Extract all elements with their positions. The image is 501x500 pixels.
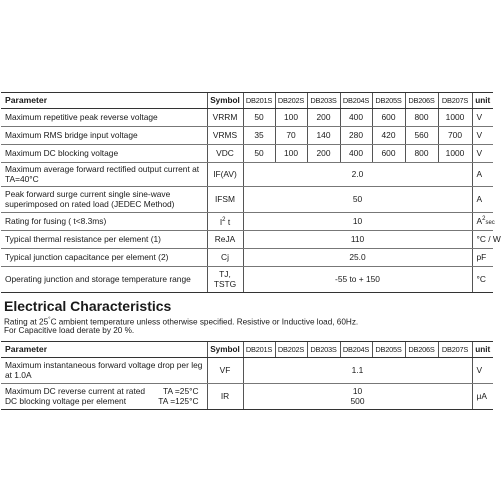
row-tj	[1, 267, 493, 293]
unit-cell: A	[472, 163, 493, 187]
symbol-line1: TJ,	[219, 269, 231, 279]
unit-cell: μA	[472, 384, 493, 410]
param-cell: Operating junction and storage temperature range	[1, 267, 207, 293]
unit-cell: V	[472, 109, 493, 127]
section-title: Electrical Characteristics	[4, 298, 172, 314]
symbol-cell: VRRM	[207, 109, 243, 127]
symbol-cell: VF	[207, 358, 243, 384]
value-cell: 70	[275, 127, 307, 145]
note-capacitive: For Capacitive load derate by 20 %.	[4, 326, 135, 335]
header-row	[1, 342, 493, 358]
unit-cell: V	[472, 358, 493, 384]
header-model: DB207S	[438, 342, 472, 358]
symbol-cell	[207, 213, 243, 231]
header-parameter: Parameter	[1, 93, 207, 109]
symbol-tail: t	[227, 216, 231, 227]
row-reja	[1, 231, 493, 249]
header-parameter: Parameter	[1, 342, 207, 358]
unit-cell: A	[472, 187, 493, 213]
value-cell: -55 to + 150	[243, 267, 472, 293]
row-ifav	[1, 163, 493, 187]
value-cell: 50	[243, 187, 472, 213]
row-i2t	[1, 213, 493, 231]
header-model: DB205S	[372, 93, 405, 109]
unit-cell	[472, 213, 493, 231]
param-cell: Rating for fusing ( t<8.3ms)	[1, 213, 207, 231]
header-unit: unit	[472, 93, 493, 109]
row-cj	[1, 249, 493, 267]
value-cell: 200	[307, 145, 340, 163]
header-model: DB203S	[307, 93, 340, 109]
symbol-cell: IR	[207, 384, 243, 410]
param-line1: Maximum DC reverse current at rated	[5, 386, 146, 396]
value-cell	[243, 384, 472, 410]
value-cell: 10	[243, 213, 472, 231]
unit-cell: pF	[472, 249, 493, 267]
note-rating-degree: °	[48, 317, 51, 323]
value-cell: 600	[372, 145, 405, 163]
value-cell: 420	[372, 127, 405, 145]
header-unit: unit	[472, 342, 493, 358]
param-cell: Peak forward surge current single sine-wave superimposed on rated load (JEDEC Method)	[1, 187, 207, 213]
unit-tail: sec	[485, 219, 495, 226]
value-cell: 100	[275, 109, 307, 127]
param-cell: Typical junction capacitance per element (2)	[1, 249, 207, 267]
value-cell: 100	[275, 145, 307, 163]
header-model: DB206S	[405, 342, 438, 358]
symbol-cell: IFSM	[207, 187, 243, 213]
symbol-superscript: 2	[222, 216, 226, 223]
value-25c: 10	[352, 386, 363, 396]
condition-25c: TA =25°C	[162, 386, 199, 396]
symbol-cell	[207, 267, 243, 293]
unit-superscript: 2	[482, 215, 486, 222]
value-cell: 50	[243, 109, 275, 127]
value-cell: 200	[307, 109, 340, 127]
header-model: DB201S	[243, 342, 275, 358]
symbol-cell: Cj	[207, 249, 243, 267]
header-symbol: Symbol	[207, 93, 243, 109]
header-model: DB205S	[372, 342, 405, 358]
value-cell: 800	[405, 145, 438, 163]
symbol-cell: IF(AV)	[207, 163, 243, 187]
value-cell: 1.1	[243, 358, 472, 384]
header-model: DB202S	[275, 93, 307, 109]
param-line2: DC blocking voltage per element	[5, 395, 127, 406]
param-cell: Maximum repetitive peak reverse voltage	[1, 109, 207, 127]
unit-base: A	[476, 215, 483, 226]
value-cell: 1000	[438, 145, 472, 163]
header-row	[1, 93, 493, 109]
note-rating-suffix: C ambient temperature unless otherwise specified. Resistive or Inductive load, 60Hz.	[50, 317, 359, 327]
row-vf	[1, 358, 493, 384]
param-cell: Maximum RMS bridge input voltage	[1, 127, 207, 145]
value-cell: 400	[340, 109, 372, 127]
note-rating-prefix: Rating at 25	[4, 317, 49, 327]
row-ifsm	[1, 187, 493, 213]
param-line	[5, 397, 207, 407]
unit-cell: V	[472, 127, 493, 145]
max-ratings-table	[1, 92, 501, 293]
row-ir	[1, 384, 493, 410]
value-cell: 280	[340, 127, 372, 145]
value-cell: 50	[243, 145, 275, 163]
value-cell: 560	[405, 127, 438, 145]
row-vrms	[1, 127, 493, 145]
symbol-line2: TSTG	[213, 278, 237, 289]
value-cell: 800	[405, 109, 438, 127]
value-cell: 700	[438, 127, 472, 145]
value-cell: 400	[340, 145, 372, 163]
symbol-cell: ReJA	[207, 231, 243, 249]
symbol-cell: VDC	[207, 145, 243, 163]
value-cell: 1000	[438, 109, 472, 127]
value-cell: 600	[372, 109, 405, 127]
header-symbol: Symbol	[207, 342, 243, 358]
value-cell: 140	[307, 127, 340, 145]
header-model: DB203S	[307, 342, 340, 358]
param-cell: Maximum DC blocking voltage	[1, 145, 207, 163]
value-125c: 500	[350, 395, 365, 406]
unit-cell: V	[472, 145, 493, 163]
header-model: DB204S	[340, 93, 372, 109]
unit-cell: °C	[472, 267, 493, 293]
electrical-table	[1, 341, 493, 410]
row-vdc	[1, 145, 493, 163]
value-cell: 25.0	[243, 249, 472, 267]
header-model: DB206S	[405, 93, 438, 109]
header-model: DB201S	[243, 93, 275, 109]
param-cell: Typical thermal resistance per element (1)	[1, 231, 207, 249]
header-model: DB204S	[340, 342, 372, 358]
value-cell: 2.0	[243, 163, 472, 187]
condition-125c: TA =125°C	[158, 395, 199, 406]
symbol-cell: VRMS	[207, 127, 243, 145]
symbol-base: I	[219, 216, 223, 227]
value-cell: 110	[243, 231, 472, 249]
param-cell	[1, 384, 207, 410]
unit-cell: °C / W	[472, 231, 493, 249]
row-vrrm	[1, 109, 493, 127]
header-model: DB202S	[275, 342, 307, 358]
param-cell: Maximum average forward rectified output current at TA=40°C	[1, 163, 207, 187]
header-model: DB207S	[438, 93, 472, 109]
value-cell: 35	[243, 127, 275, 145]
param-cell: Maximum instantaneous forward voltage drop per leg at 1.0A	[1, 358, 207, 384]
